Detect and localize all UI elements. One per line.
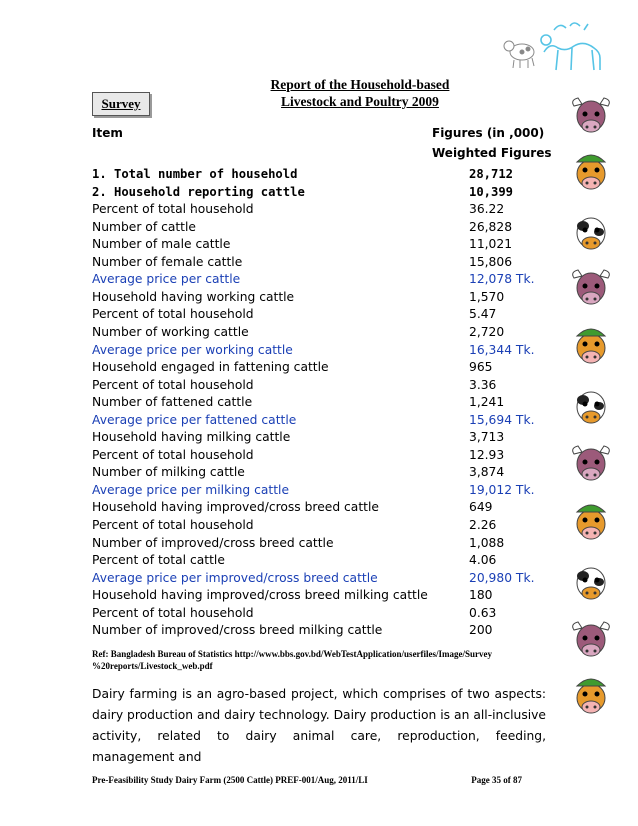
row-label: Percent of total household (92, 518, 254, 532)
survey-label: Survey (101, 96, 141, 111)
row-label: Household having improved/cross breed milking cattle (92, 588, 428, 603)
row-label: Percent of total household (92, 377, 254, 392)
row-label: Household having improved/cross breed cattle (92, 500, 379, 515)
row-label: Average price per fattened cattle (92, 412, 297, 427)
row-value: 649 (469, 500, 493, 515)
row-value: 36.22 (469, 202, 505, 217)
row-label: Average price per milking cattle (92, 482, 290, 497)
row-label: Percent of total household (92, 202, 254, 217)
body-paragraph: Dairy farming is an agro-based project, which comprises of two aspects: dairy production and dairy technology. Dairy production is an all-inclusive activity, related to dairy animal care, reproduction, feeding, management and (92, 687, 546, 764)
table-row (92, 517, 552, 535)
row-label: Average price per improved/cross breed cattle (92, 570, 378, 585)
row-label: Number of fattened cattle (92, 395, 253, 410)
table-row (92, 271, 552, 289)
table-row (92, 289, 552, 307)
row-value: 15,694 Tk. (469, 412, 535, 427)
row-label: Household having milking cattle (92, 430, 291, 445)
row-label: 2. Household reporting cattle (92, 184, 305, 199)
table-row (92, 359, 552, 377)
spotted-cow-icon (568, 208, 614, 254)
table-row (92, 605, 552, 623)
table-row (92, 570, 552, 588)
row-label: Percent of total household (92, 307, 254, 322)
row-value: 3,713 (469, 430, 505, 445)
table-row (92, 412, 552, 430)
bull-icon (568, 92, 614, 138)
bull-icon (568, 616, 614, 662)
table-row (92, 219, 552, 237)
row-value: 3.36 (469, 377, 497, 392)
green-hat-cow-icon (568, 498, 614, 544)
footer-title: Pre-Feasibility Study Dairy Farm (2500 Cattle) PREF-001/Aug, 2011/LI (92, 775, 368, 785)
row-value: 12,078 Tk. (469, 272, 535, 287)
row-value: 200 (469, 623, 493, 638)
row-value: 1,241 (469, 395, 505, 410)
row-label: Average price per cattle (92, 272, 241, 287)
row-value: 1,570 (469, 289, 505, 304)
row-label: Number of male cattle (92, 237, 231, 252)
table-row (92, 464, 552, 482)
bull-icon (568, 264, 614, 310)
row-label: Number of working cattle (92, 324, 249, 339)
table-row (92, 166, 552, 184)
report-title (210, 76, 510, 110)
column-header-weighted: Weighted Figures (432, 146, 552, 160)
row-value: 11,021 (469, 237, 513, 252)
table-row (92, 499, 552, 517)
table-row (92, 306, 552, 324)
table-row (92, 429, 552, 447)
row-value: 15,806 (469, 254, 513, 269)
row-value: 180 (469, 588, 493, 603)
table-row (92, 236, 552, 254)
row-value: 28,712 (469, 167, 514, 181)
table-row (92, 394, 552, 412)
row-value: 3,874 (469, 465, 505, 480)
column-header-item: Item (92, 126, 123, 140)
row-label: Number of milking cattle (92, 465, 245, 480)
row-value: 20,980 Tk. (469, 570, 535, 585)
row-label: Household having working cattle (92, 289, 295, 304)
spotted-cow-icon (568, 558, 614, 604)
row-label: Percent of total household (92, 605, 254, 620)
spotted-cow-icon (568, 382, 614, 428)
table-row (92, 482, 552, 500)
green-hat-cow-icon (568, 672, 614, 718)
report-title-line-1: Report of the Household-based (270, 77, 450, 92)
green-hat-cow-icon (568, 148, 614, 194)
row-label: Household engaged in fattening cattle (92, 360, 329, 375)
row-label: Number of improved/cross breed cattle (92, 535, 334, 550)
row-label: Average price per working cattle (92, 342, 293, 357)
cow-logo-icon (496, 16, 624, 78)
bull-icon (568, 440, 614, 486)
row-value: 10,399 (469, 184, 514, 199)
reference-note: Ref: Bangladesh Bureau of Statistics http://www.bbs.gov.bd/WebTestApplication/userfiles/Image/Survey %20reports/Livestock_web.pdf (92, 649, 493, 671)
row-value: 19,012 Tk. (469, 482, 535, 497)
table-row (92, 587, 552, 605)
row-label: Percent of total cattle (92, 553, 225, 568)
row-value: 12.93 (469, 447, 505, 462)
row-value: 2.26 (469, 518, 497, 532)
table-row (92, 342, 552, 360)
table-row (92, 622, 552, 640)
row-label: 1. Total number of household (92, 167, 298, 181)
page-footer (92, 775, 522, 785)
page-number: Page 35 of 87 (471, 775, 522, 785)
row-value: 2,720 (469, 324, 505, 339)
row-value: 16,344 Tk. (469, 342, 535, 357)
survey-label-box (92, 92, 150, 116)
table-row (92, 535, 552, 553)
row-label: Number of improved/cross breed milking cattle (92, 623, 383, 638)
table-row (92, 254, 552, 272)
row-value: 4.06 (469, 553, 497, 568)
row-value: 26,828 (469, 219, 513, 234)
table-row (92, 447, 552, 465)
row-label: Number of female cattle (92, 254, 243, 269)
report-title-line-2: Livestock and Poultry 2009 (281, 94, 439, 109)
table-row (92, 201, 552, 219)
row-value: 965 (469, 360, 493, 375)
row-value: 1,088 (469, 535, 505, 550)
row-label: Percent of total household (92, 447, 254, 462)
table-row (92, 377, 552, 395)
column-header-figures: Figures (in ,000) (432, 126, 545, 140)
table-row (92, 552, 552, 570)
table-row (92, 184, 552, 202)
row-label: Number of cattle (92, 219, 196, 234)
green-hat-cow-icon (568, 322, 614, 368)
table-row (92, 324, 552, 342)
row-value: 5.47 (469, 307, 497, 322)
row-value: 0.63 (469, 605, 497, 620)
